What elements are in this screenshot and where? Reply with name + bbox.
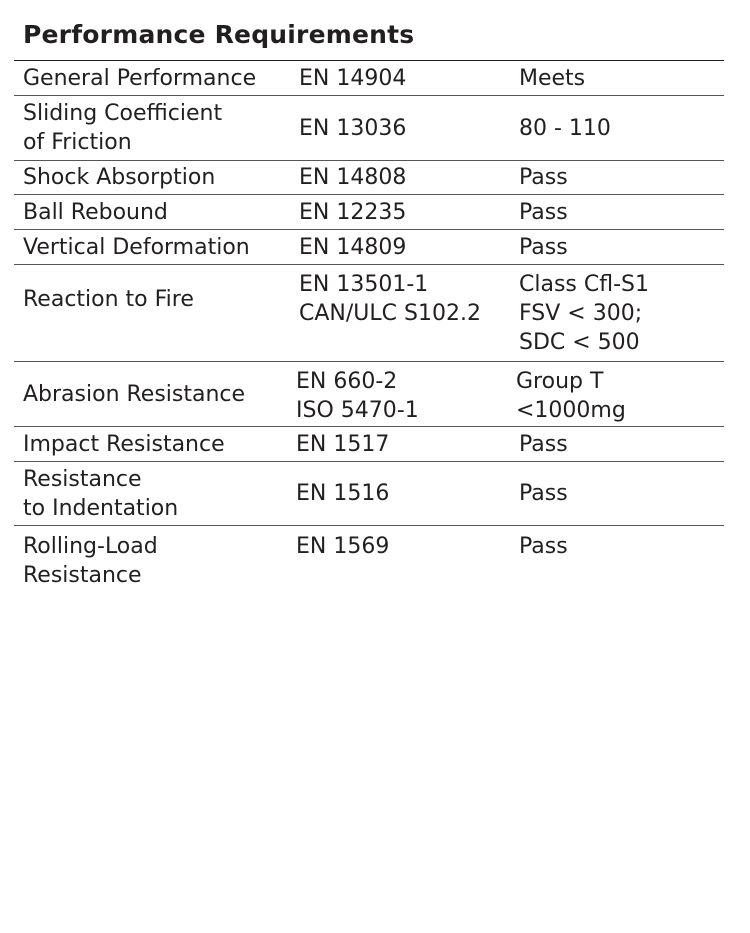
result-cell: Class Cfl-S1 FSV < 300; SDC < 500 [519,272,649,355]
standard-cell: EN 12235 [299,199,407,225]
property-cell: General Performance [23,65,257,91]
property-cell: Reaction to Fire [23,287,194,312]
result-cell: Pass [519,481,568,506]
table-row [14,362,724,427]
result-cell: Pass [519,199,568,225]
table-row [14,427,724,462]
result-cell: Pass [519,234,568,260]
standard-cell: EN 14808 [299,165,407,190]
result-cell: Meets [519,65,586,91]
standard-cell: EN 1516 [296,481,390,506]
table-row [14,462,724,526]
property-cell: Ball Rebound [23,199,168,225]
result-cell: Group T <1000mg [516,369,626,423]
result-cell: Pass [519,431,568,457]
standard-cell: EN 1517 [296,431,390,457]
table-row [14,265,724,362]
standard-cell: EN 1569 [296,534,390,559]
property-cell: Shock Absorption [23,165,216,190]
standard-cell: EN 13036 [299,115,407,141]
result-cell: Pass [519,534,568,559]
table-row [14,161,724,195]
property-cell: Abrasion Resistance [23,381,246,407]
property-cell: Vertical Deformation [23,234,250,260]
property-cell: Sliding Coefficient of Friction [23,101,223,155]
property-cell: Rolling-Load Resistance [23,534,158,588]
table-row [14,230,724,265]
standard-cell: EN 14809 [299,234,407,260]
standard-cell: EN 14904 [299,65,407,91]
page-title: Performance Requirements [23,20,415,49]
table-row [14,96,724,161]
table-row [14,526,724,590]
standard-cell: EN 660-2 ISO 5470-1 [296,369,419,423]
table-row [14,61,724,96]
result-cell: Pass [519,165,568,190]
result-cell: 80 - 110 [519,115,611,141]
property-cell: Resistance to Indentation [23,466,179,521]
property-cell: Impact Resistance [23,431,225,457]
standard-cell: EN 13501-1 CAN/ULC S102.2 [299,272,481,326]
table-row [14,195,724,230]
